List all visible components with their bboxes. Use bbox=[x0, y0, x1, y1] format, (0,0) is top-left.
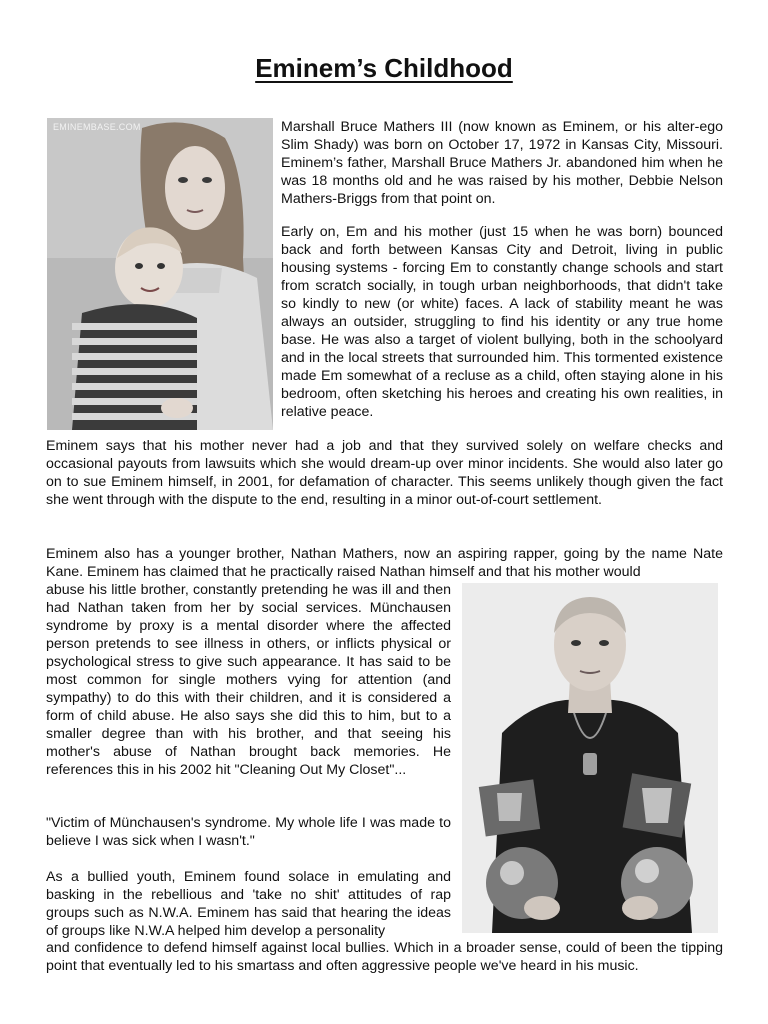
photo-watermark: EMINEMBASE.COM bbox=[53, 122, 141, 132]
paragraph-4: Eminem also has a younger brother, Nathan Mathers, now an aspiring rapper, going by the name Nate Kane. Eminem has claimed that he practically raised Nathan himself and that his mother would bbox=[46, 546, 723, 580]
paragraph-7: and confidence to defend himself against local bullies. Which in a broader sense, could of been the tipping point that eventually led to his smartass and often aggressive people we've heard in his music. bbox=[46, 940, 723, 974]
page-title bbox=[0, 52, 768, 84]
paragraph-6: As a bullied youth, Eminem found solace in emulating and basking in the rebellious and 'take no shit' attitudes of rap groups such as N.W.A. Eminem has said that hearing the ideas of groups like N.W.A helped him develop a personality bbox=[46, 869, 451, 939]
paragraph-2: Early on, Em and his mother (just 15 when he was born) bounced back and forth between Kansas City and Detroit, living in public housing systems - forcing Em to constantly change schools and start from scratch socially, in tough urban neighborhoods, that didn't take so kindly to new (or white) faces. A lack of stability meant he was always an outsider, struggling to find his identity or any true home base. He was also a target of violent bullying, both in the schoolyard and in the local streets that surrounded him. This tormented existence made Em somewhat of a recluse as a child, often staying alone in his bedroom, often sketching his heroes and creating his own realities, in relative peace. bbox=[281, 224, 723, 420]
childhood-photo bbox=[47, 118, 273, 430]
adult-photo bbox=[462, 583, 718, 933]
paragraph-3: Eminem says that his mother never had a job and that they survived solely on welfare checks and occasional payouts from lawsuits which she would dream-up over minor incidents. She would also later go on to sue Eminem himself, in 2001, for defamation of character. This seems unlikely though given the fact she went through with the dispute to the end, resulting in a minor out-of-court settlement. bbox=[46, 438, 723, 508]
childhood-photo-image bbox=[47, 118, 273, 430]
quote-paragraph: "Victim of Münchausen's syndrome. My whole life I was made to believe I was sick when I wasn't." bbox=[46, 815, 451, 849]
adult-photo-image bbox=[462, 583, 718, 933]
paragraph-5: abuse his little brother, constantly pretending he was ill and then had Nathan taken from her by social services. Münchausen syndrome by proxy is a mental disorder where the affected person pretends to see illness in others, or inflicts physical or psychological stress to give such appearance. It has said to be most common for single mothers vying for attention (and sympathy) to do this with their children, and it is considered a form of child abuse. He also says she did this to him, but to a smaller degree than with his brother, and that seeing his mother's abuse of Nathan brought back memories. He references this in his 2002 hit "Cleaning Out My Closet"... bbox=[46, 582, 451, 778]
page-title-text: Eminem’s Childhood bbox=[255, 53, 513, 83]
paragraph-1: Marshall Bruce Mathers III (now known as Eminem, or his alter-ego Slim Shady) was born on October 17, 1972 in Kansas City, Missouri. Eminem’s father, Marshall Bruce Mathers Jr. abandoned him when he was 18 months old and he was raised by his mother, Debbie Nelson Mathers-Briggs from that point on. bbox=[281, 119, 723, 207]
